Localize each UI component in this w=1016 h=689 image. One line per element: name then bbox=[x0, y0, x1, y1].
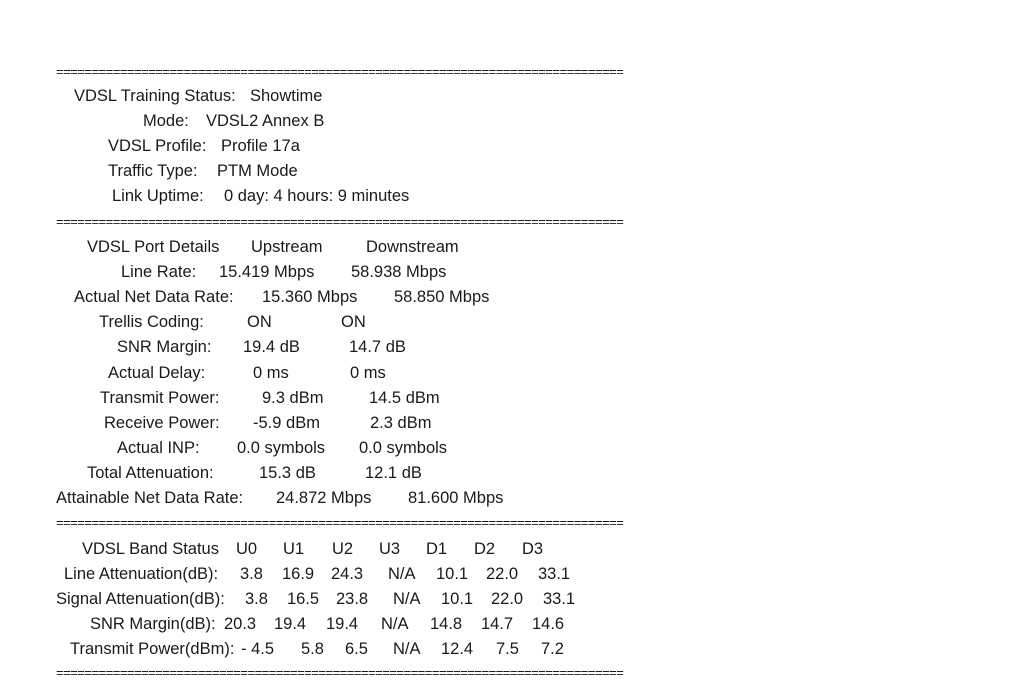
downstream-header: Downstream bbox=[366, 238, 459, 256]
port-row-upstream: 0 ms bbox=[253, 364, 289, 382]
band-row-value: 16.9 bbox=[282, 565, 315, 583]
port-row-upstream: -5.9 dBm bbox=[253, 414, 320, 432]
port-row-upstream: 19.4 dB bbox=[243, 338, 300, 356]
band-row-value: 33.1 bbox=[543, 590, 576, 608]
band-row-value: N/A bbox=[393, 590, 421, 608]
band-row-value: 3.8 bbox=[240, 565, 263, 583]
band-row-value: 33.1 bbox=[538, 565, 571, 583]
upstream-header: Upstream bbox=[251, 238, 323, 256]
port-row-downstream: 81.600 Mbps bbox=[408, 489, 504, 507]
link-uptime-value: 0 day: 4 hours: 9 minutes bbox=[224, 187, 410, 205]
band-row-value: 7.2 bbox=[541, 640, 564, 658]
port-row-label: Actual Delay: bbox=[108, 364, 206, 382]
band-col-header: D3 bbox=[522, 540, 544, 558]
band-row-value: 14.7 bbox=[481, 615, 514, 633]
traffic-type-value: PTM Mode bbox=[217, 162, 298, 180]
band-row-value: 10.1 bbox=[441, 590, 474, 608]
port-row-label: Line Rate: bbox=[121, 263, 197, 281]
port-row-label: Transmit Power: bbox=[100, 389, 220, 407]
band-row-value: 12.4 bbox=[441, 640, 474, 658]
training-status-label: VDSL Training Status: bbox=[74, 87, 236, 105]
separator-line: ================================================================================ bbox=[56, 666, 624, 680]
port-row-upstream: 15.360 Mbps bbox=[262, 288, 358, 306]
band-row-value: 6.5 bbox=[345, 640, 368, 658]
port-row-downstream: ON bbox=[341, 313, 366, 331]
separator-line: ================================================================================ bbox=[56, 516, 624, 530]
separator-line: ================================================================================ bbox=[56, 65, 624, 79]
band-row-value: 20.3 bbox=[224, 615, 257, 633]
band-row-value: 10.1 bbox=[436, 565, 469, 583]
port-row-upstream: 24.872 Mbps bbox=[276, 489, 372, 507]
port-row-upstream: ON bbox=[247, 313, 272, 331]
band-row-value: 5.8 bbox=[301, 640, 324, 658]
band-row-value: 16.5 bbox=[287, 590, 320, 608]
port-row-label: Attainable Net Data Rate: bbox=[56, 489, 244, 507]
band-row-value: 23.8 bbox=[336, 590, 369, 608]
separator-line: ================================================================================ bbox=[56, 215, 624, 229]
band-row-value: N/A bbox=[388, 565, 416, 583]
port-row-downstream: 0 ms bbox=[350, 364, 386, 382]
band-status-title: VDSL Band Status bbox=[82, 540, 219, 558]
port-row-downstream: 12.1 dB bbox=[365, 464, 422, 482]
port-row-downstream: 14.7 dB bbox=[349, 338, 406, 356]
mode-value: VDSL2 Annex B bbox=[206, 112, 325, 130]
port-row-label: Actual Net Data Rate: bbox=[74, 288, 234, 306]
traffic-type-label: Traffic Type: bbox=[108, 162, 198, 180]
band-row-value: 7.5 bbox=[496, 640, 519, 658]
band-col-header: U0 bbox=[236, 540, 258, 558]
band-row-value: 22.0 bbox=[491, 590, 524, 608]
port-row-upstream: 9.3 dBm bbox=[262, 389, 324, 407]
band-row-value: N/A bbox=[381, 615, 409, 633]
port-row-label: Total Attenuation: bbox=[87, 464, 214, 482]
link-uptime-label: Link Uptime: bbox=[112, 187, 204, 205]
profile-label: VDSL Profile: bbox=[108, 137, 207, 155]
band-row-value: 24.3 bbox=[331, 565, 364, 583]
band-row-value: 19.4 bbox=[274, 615, 307, 633]
port-row-upstream: 0.0 symbols bbox=[237, 439, 326, 457]
mode-label: Mode: bbox=[143, 112, 189, 130]
port-row-label: SNR Margin: bbox=[117, 338, 212, 356]
profile-value: Profile 17a bbox=[221, 137, 300, 155]
port-row-downstream: 58.850 Mbps bbox=[394, 288, 490, 306]
port-row-downstream: 2.3 dBm bbox=[370, 414, 432, 432]
training-status-value: Showtime bbox=[250, 87, 323, 105]
port-row-upstream: 15.419 Mbps bbox=[219, 263, 315, 281]
band-row-label: Signal Attenuation(dB): bbox=[56, 590, 225, 608]
port-row-upstream: 15.3 dB bbox=[259, 464, 316, 482]
band-row-value: 14.8 bbox=[430, 615, 463, 633]
band-row-value: 19.4 bbox=[326, 615, 359, 633]
band-row-value: 22.0 bbox=[486, 565, 519, 583]
band-row-value: - 4.5 bbox=[241, 640, 275, 658]
port-row-label: Trellis Coding: bbox=[99, 313, 204, 331]
port-row-downstream: 14.5 dBm bbox=[369, 389, 440, 407]
band-col-header: U3 bbox=[379, 540, 401, 558]
band-col-header: U1 bbox=[283, 540, 305, 558]
port-row-downstream: 58.938 Mbps bbox=[351, 263, 447, 281]
band-row-label: Line Attenuation(dB): bbox=[64, 565, 219, 583]
band-col-header: D1 bbox=[426, 540, 448, 558]
port-row-downstream: 0.0 symbols bbox=[359, 439, 448, 457]
band-row-value: 3.8 bbox=[245, 590, 268, 608]
port-row-label: Receive Power: bbox=[104, 414, 220, 432]
band-col-header: U2 bbox=[332, 540, 354, 558]
band-row-label: Transmit Power(dBm): bbox=[70, 640, 235, 658]
band-row-value: N/A bbox=[393, 640, 421, 658]
band-row-label: SNR Margin(dB): bbox=[90, 615, 216, 633]
port-row-label: Actual INP: bbox=[117, 439, 200, 457]
band-col-header: D2 bbox=[474, 540, 496, 558]
band-row-value: 14.6 bbox=[532, 615, 565, 633]
port-details-title: VDSL Port Details bbox=[87, 238, 220, 256]
